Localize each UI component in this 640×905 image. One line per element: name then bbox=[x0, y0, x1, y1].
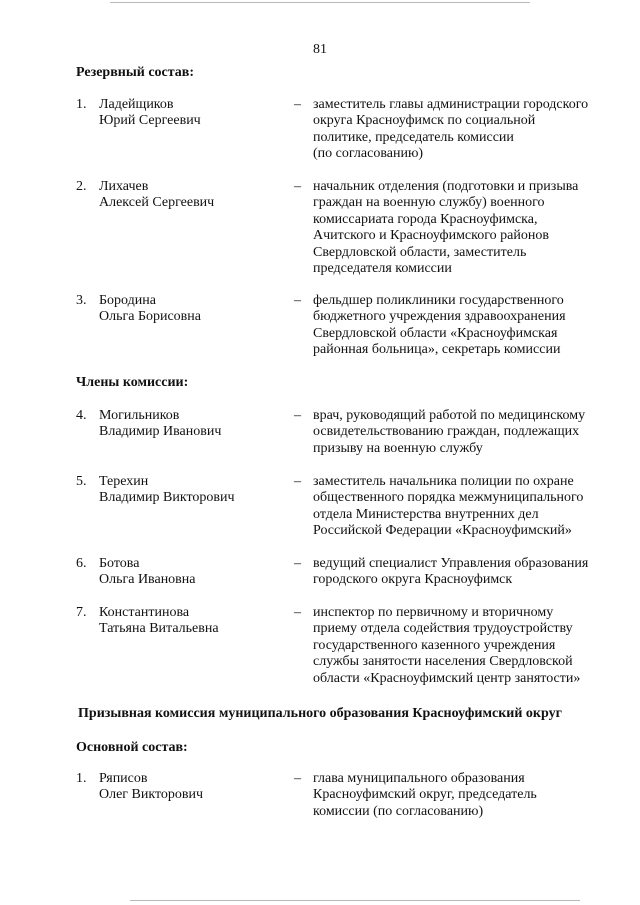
person-name: Терехин Владимир Викторович bbox=[99, 474, 235, 506]
person-name: Могильников Владимир Иванович bbox=[99, 408, 222, 440]
item-number: 3. bbox=[76, 293, 87, 308]
dash: – bbox=[294, 179, 301, 194]
scan-edge-bottom bbox=[130, 900, 580, 901]
position-description: начальник отделения (подготовки и призыва граждан на военную службу) военного комиссариата города Красноуфимска, Ачитского и Красноуфимского районов Свердловской области, заместитель председателя комиссии bbox=[313, 179, 579, 277]
person-name: Бородина Ольга Борисовна bbox=[99, 293, 201, 325]
person-name: Лихачев Алексей Сергеевич bbox=[99, 179, 215, 211]
position-description: ведущий специалист Управления образования городского округа Красноуфимск bbox=[313, 556, 589, 588]
position-description: заместитель начальника полиции по охране общественного порядка межмуниципального отдела Министерства внутренних дел Российской Федерации «Красноуфимский» bbox=[313, 474, 584, 539]
dash: – bbox=[294, 556, 301, 571]
section-heading-reserve: Резервный состав: bbox=[76, 65, 195, 80]
dash: – bbox=[294, 605, 301, 620]
page-number: 81 bbox=[313, 42, 327, 57]
scan-edge-top bbox=[110, 2, 530, 3]
section-heading-members: Члены комиссии: bbox=[76, 375, 189, 390]
dash: – bbox=[294, 97, 301, 112]
item-number: 7. bbox=[76, 605, 87, 620]
item-number: 5. bbox=[76, 474, 87, 489]
position-description: заместитель главы администрации городского округа Красноуфимск по социальной политике, председатель комиссии (по согласованию) bbox=[313, 97, 589, 162]
item-number: 1. bbox=[76, 97, 87, 112]
item-number: 4. bbox=[76, 408, 87, 423]
person-name: Константинова Татьяна Витальевна bbox=[99, 605, 219, 637]
person-name: Ладейщиков Юрий Сергеевич bbox=[99, 97, 201, 129]
dash: – bbox=[294, 408, 301, 423]
item-number: 2. bbox=[76, 179, 87, 194]
section-heading-main: Основной состав: bbox=[76, 740, 188, 755]
dash: – bbox=[294, 293, 301, 308]
position-description: фельдшер поликлиники государственного бюджетного учреждения здравоохранения Свердловской области «Красноуфимская районная больница», секретарь комиссии bbox=[313, 293, 566, 358]
position-description: глава муниципального образования Красноуфимский округ, председатель комиссии (по согласованию) bbox=[313, 771, 537, 819]
person-name: Ряписов Олег Викторович bbox=[99, 771, 204, 803]
dash: – bbox=[294, 771, 301, 786]
commission-title: Призывная комиссия муниципального образования Красноуфимский округ bbox=[78, 706, 562, 721]
item-number: 1. bbox=[76, 771, 87, 786]
position-description: инспектор по первичному и вторичному приему отдела содействия трудоустройству государственного казенного учреждения службы занятости населения Свердловской области «Красноуфимский центр занятости» bbox=[313, 605, 581, 686]
position-description: врач, руководящий работой по медицинскому освидетельствованию граждан, подлежащих призыву на военную службу bbox=[313, 408, 586, 456]
dash: – bbox=[294, 474, 301, 489]
person-name: Ботова Ольга Ивановна bbox=[99, 556, 196, 588]
item-number: 6. bbox=[76, 556, 87, 571]
